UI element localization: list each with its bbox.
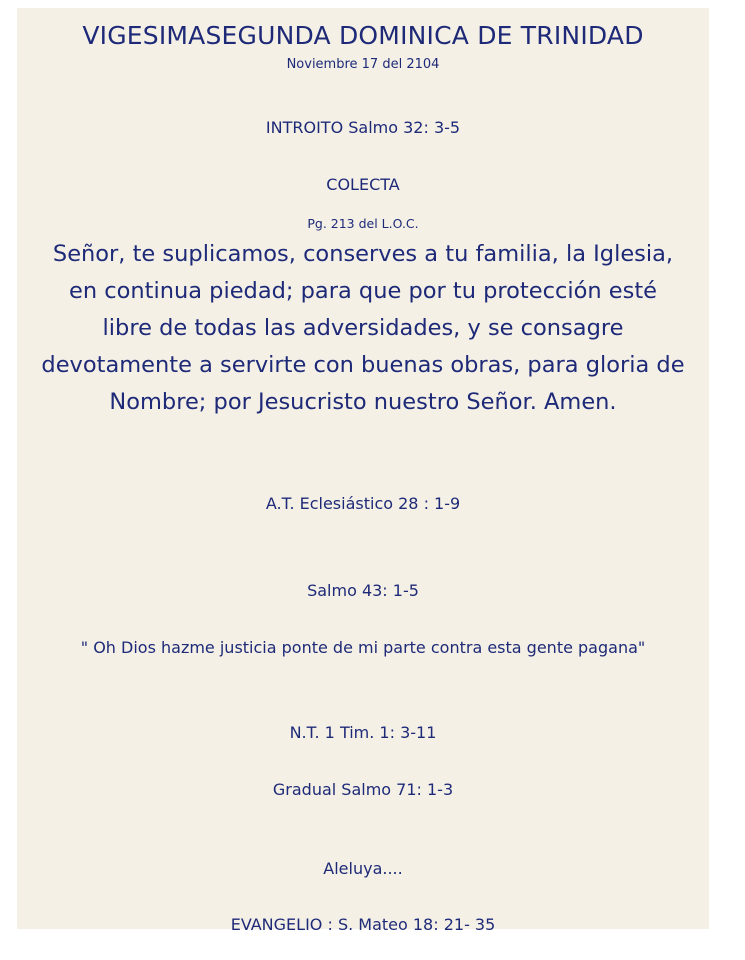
service-date: Noviembre 17 del 2104: [286, 57, 440, 72]
aleluya-text: Aleluya....: [323, 859, 403, 878]
old-testament-reading: A.T. Eclesiástico 28 : 1-9: [265, 494, 461, 513]
gradual-reading: Gradual Salmo 71: 1-3: [272, 780, 454, 799]
colecta-line: libre de todas las adversidades, y se consagre: [102, 315, 624, 341]
colecta-line: Nombre; por Jesucristo nuestro Señor. Amen.: [109, 389, 617, 415]
bulletin-page: [17, 8, 709, 934]
colecta-prayer: [17, 236, 709, 421]
gospel-reading: EVANGELIO : S. Mateo 18: 21- 35: [230, 915, 496, 934]
colecta-line: devotamente a servirte con buenas obras, para gloria de: [41, 352, 685, 378]
colecta-line: Señor, te suplicamos, conserves a tu familia, la Iglesia,: [52, 241, 674, 267]
psalm-reading: Salmo 43: 1-5: [307, 581, 419, 600]
new-testament-reading: N.T. 1 Tim. 1: 3-11: [289, 723, 437, 742]
page-title: VIGESIMASEGUNDA DOMINICA DE TRINIDAD: [82, 21, 644, 50]
introito-reference: INTROITO Salmo 32: 3-5: [265, 118, 461, 137]
colecta-page-reference: Pg. 213 del L.O.C.: [307, 216, 419, 231]
psalm-quote: " Oh Dios hazme justicia ponte de mi parte contra esta gente pagana": [80, 638, 646, 657]
colecta-line: en continua piedad; para que por tu protección esté: [69, 278, 657, 304]
colecta-heading: COLECTA: [326, 175, 400, 194]
